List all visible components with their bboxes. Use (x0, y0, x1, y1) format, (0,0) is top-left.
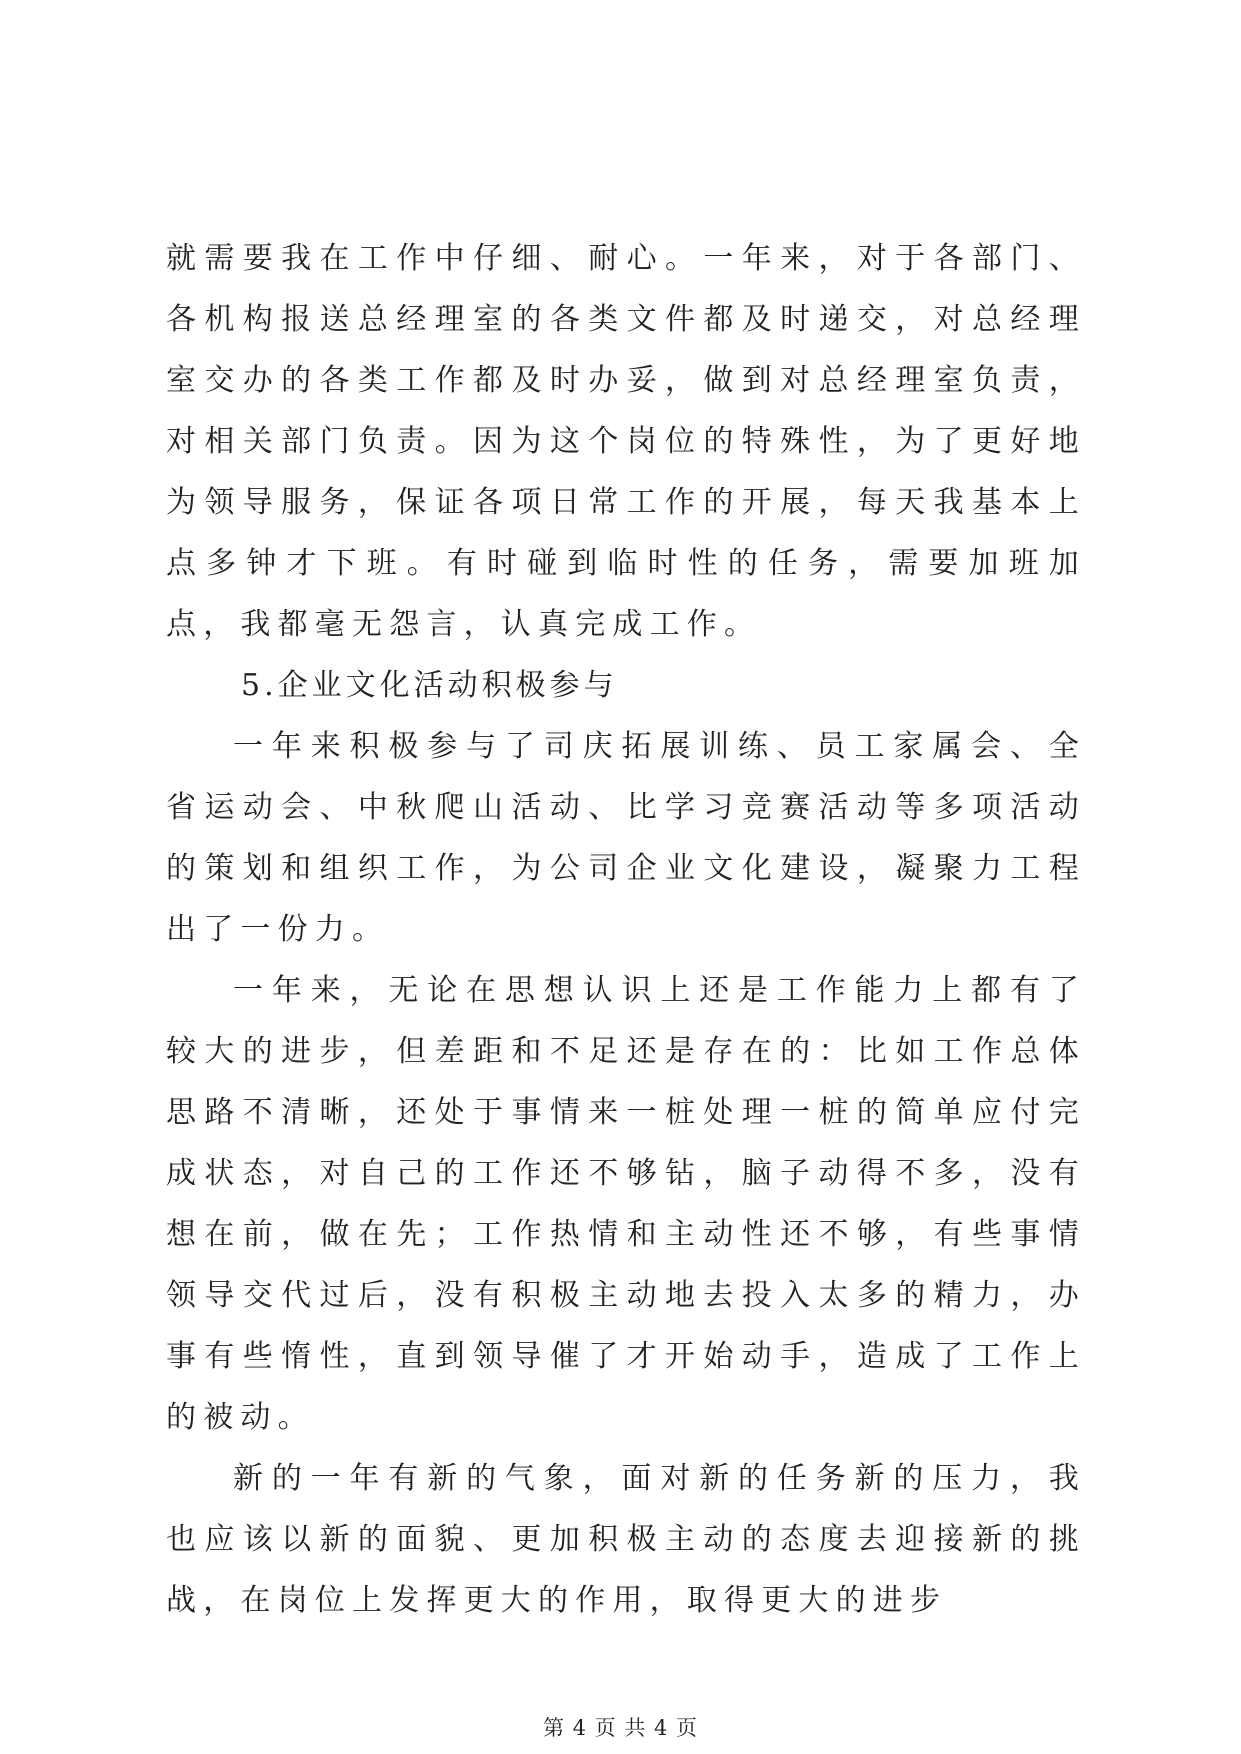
paragraph-new-year: 新的一年有新的气象，面对新的任务新的压力，我也应该以新的面貌、更加积极主动的态度去迎接新的挑战，在岗位上发挥更大的作用，取得更大的进步 (166, 1461, 1086, 1618)
page-footer: 第 4 页 共 4 页 (542, 1716, 699, 1740)
paragraph-shortcomings: 一年来，无论在思想认识上还是工作能力上都有了较大的进步，但差距和不足还是存在的：比如工作总体思路不清晰，还处于事情来一桩处理一桩的简单应付完成状态，对自己的工作还不够钻，脑子动得不多，没有想在前，做在先；工作热情和主动性还不够，有些事情领导交代过后，没有积极主动地去投入太多的精力，办事有些惰性，直到领导催了才开始动手，造成了工作上的被动。 (166, 973, 1086, 1435)
document-body (166, 228, 1086, 1631)
section-heading: 5.企业文化活动积极参与 (241, 668, 618, 703)
paragraph-continuation: 就需要我在工作中仔细、耐心。一年来，对于各部门、各机构报送总经理室的各类文件都及时递交，对总经理室交办的各类工作都及时办妥，做到对总经理室负责，对相关部门负责。因为这个岗位的特殊性，为了更好地为领导服务，保证各项日常工作的开展，每天我基本上点多钟才下班。有时碰到临时性的任务，需要加班加点，我都毫无怨言，认真完成工作。 (166, 241, 1086, 642)
paragraph-activities: 一年来积极参与了司庆拓展训练、员工家属会、全省运动会、中秋爬山活动、比学习竞赛活动等多项活动的策划和组织工作，为公司企业文化建设，凝聚力工程出了一份力。 (166, 729, 1086, 947)
